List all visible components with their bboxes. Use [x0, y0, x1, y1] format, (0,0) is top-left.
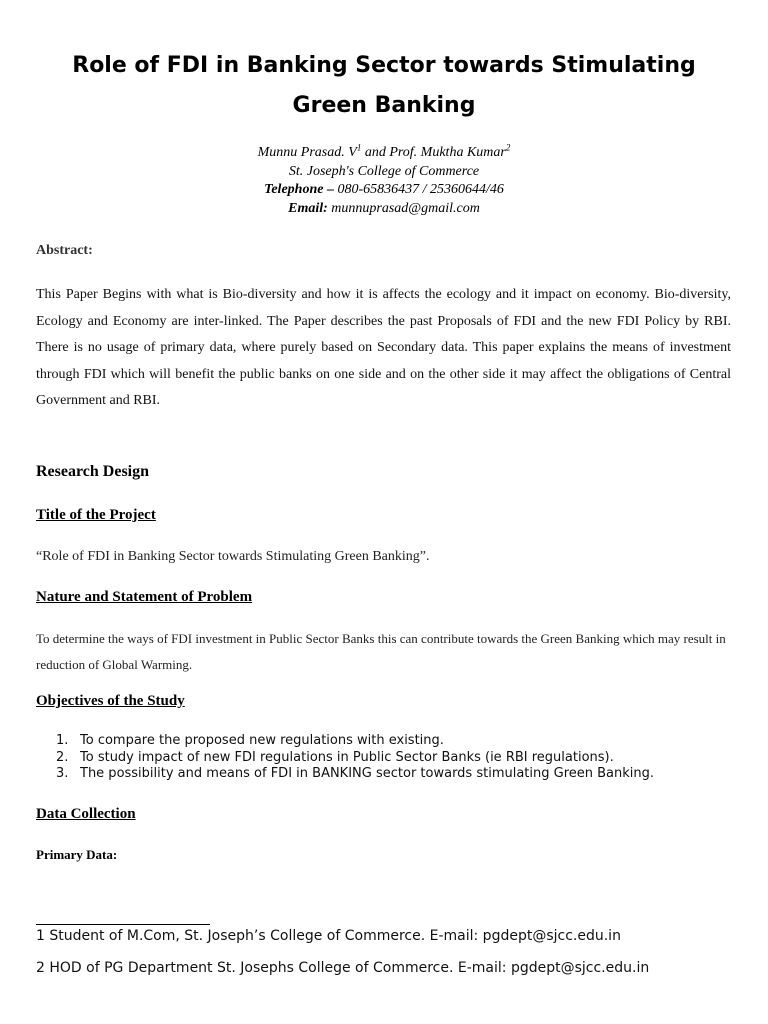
list-item-text: To study impact of new FDI regulations in Public Sector Banks (ie RBI regulations). [80, 749, 614, 765]
objectives-heading: Objectives of the Study [36, 693, 185, 709]
author-email [0, 200, 768, 219]
primary-data-label: Primary Data: [36, 847, 118, 862]
list-item-number: 2. [56, 749, 69, 765]
author-telephone [0, 181, 768, 200]
paper-title: Role of FDI in Banking Sector towards Stimulating Green Banking [72, 53, 696, 118]
list-item [56, 750, 654, 767]
email-value: munnuprasad@gmail.com [327, 200, 480, 216]
telephone-value: 080-65836437 / 25360644/46 [333, 182, 504, 197]
footnote-separator [36, 924, 210, 925]
research-design-heading: Research Design [36, 463, 150, 480]
footnote-1: 1 Student of M.Com, St. Joseph’s College of Commerce. E-mail: pgdept@sjcc.edu.in [36, 928, 621, 944]
list-item-text: The possibility and means of FDI in BANKING sector towards stimulating Green Banking. [80, 766, 655, 781]
objectives-list [56, 733, 654, 783]
list-item [56, 766, 654, 783]
telephone-label: Telephone – [264, 182, 334, 197]
title-of-project-heading: Title of the Project [36, 507, 156, 523]
list-item-number: 3. [56, 766, 69, 781]
project-title-text: “Role of FDI in Banking Sector towards Stimulating Green Banking”. [36, 549, 430, 564]
abstract-text: This Paper Begins with what is Bio-diversity and how it is affects the ecology and it impact on economy. Bio-diversity, Ecology and Economy are inter-linked. The Paper describes the past Proposals of FDI and the new FDI Policy by RBI. There is no usage of primary data, where purely based on Secondary data. This paper explains the means of investment through FDI which will benefit the public banks on one side and on the other side it may affect the obligations of Central Government and RBI. [36, 287, 731, 408]
author-affiliation: St. Joseph's College of Commerce [288, 163, 480, 179]
list-item-number: 1. [56, 733, 69, 748]
author-names [0, 144, 768, 163]
author-1-footnote-mark: 1 [356, 142, 362, 153]
list-item [56, 733, 654, 750]
abstract-label: Abstract: [36, 243, 93, 258]
email-label: Email: [288, 200, 328, 216]
author-1-name: Munnu Prasad. V [257, 145, 357, 160]
author-block [0, 144, 768, 218]
problem-text: To determine the ways of FDI investment in Public Sector Banks this can contribute towards the Green Banking which may result in reduction of Global Warming. [36, 631, 726, 672]
list-item-text: To compare the proposed new regulations with existing. [80, 733, 444, 748]
author-2-name: and Prof. Muktha Kumar [361, 145, 506, 160]
footnote-2: 2 HOD of PG Department St. Josephs College of Commerce. E-mail: pgdept@sjcc.edu.in [36, 960, 650, 976]
problem-heading: Nature and Statement of Problem [36, 589, 253, 605]
data-collection-heading: Data Collection [36, 806, 136, 822]
author-2-footnote-mark: 2 [505, 142, 511, 153]
